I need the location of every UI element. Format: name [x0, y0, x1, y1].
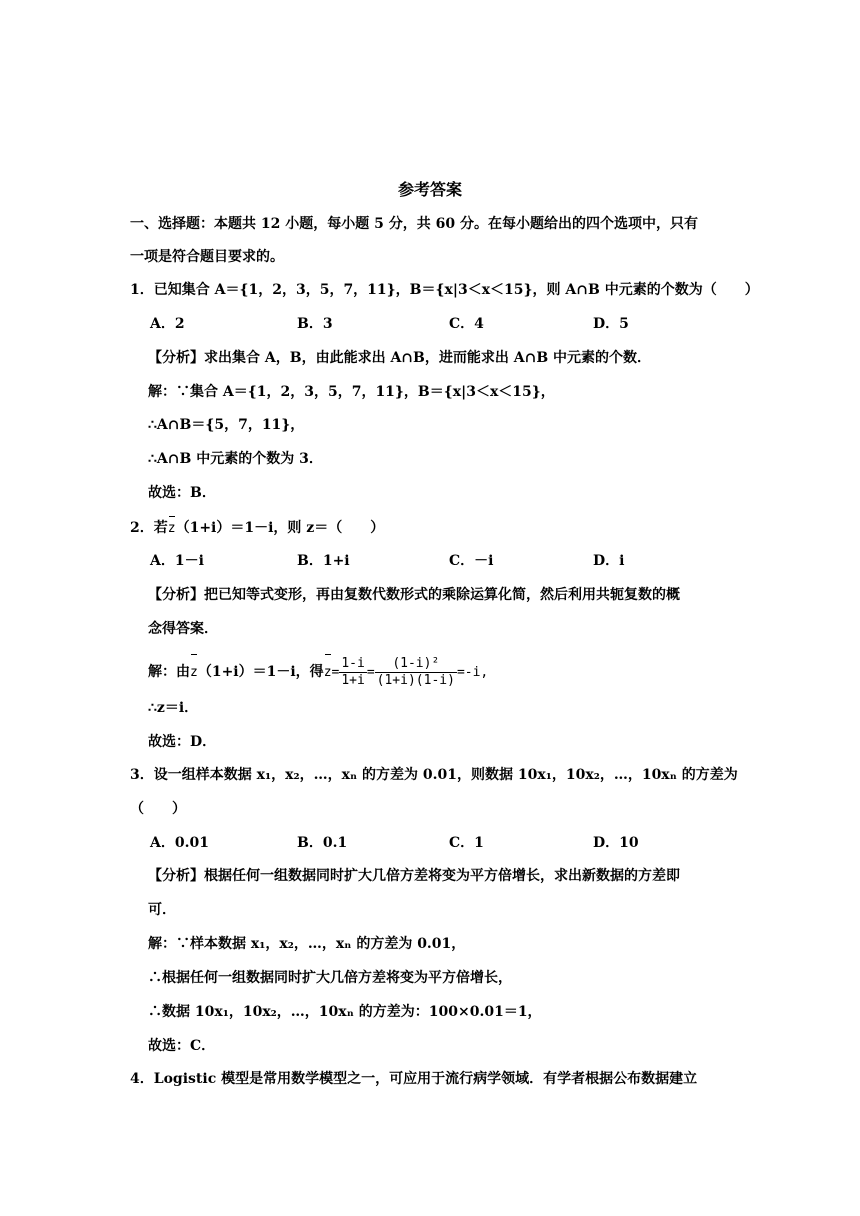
- q1-analysis: 【分析】求出集合 A，B，由此能求出 A∩B，进而能求出 A∩B 中元素的个数．: [148, 350, 652, 366]
- fraction-1-denominator: 1+i: [341, 672, 365, 688]
- q1-solution-line-2: ∴A∩B＝{5，7，11}，: [148, 417, 305, 433]
- q3-stem-line-2: （ ）: [130, 801, 186, 817]
- fraction-2-numerator: (1-i)²: [375, 656, 457, 673]
- q2-stem-suffix: （1+i）＝1－i，则 z＝（ ）: [175, 520, 385, 536]
- q2-solution-mid: （1+i）＝1－i，得: [197, 664, 324, 680]
- q2-solution-line-1: [148, 653, 488, 689]
- z-conjugate: z: [324, 653, 332, 689]
- fraction-2-denominator: (1+i)(1-i): [376, 672, 455, 688]
- q2-option-a: A．1－i: [150, 553, 204, 569]
- q3-answer: 故选：C．: [148, 1038, 216, 1054]
- q1-answer: 故选：B．: [148, 485, 216, 501]
- q3-option-c: C．1: [449, 835, 484, 851]
- q3-solution-line-3: ∴数据 10x₁，10x₂，…，10xₙ 的方差为：100×0.01＝1，: [148, 1004, 542, 1020]
- fraction-2: [375, 656, 457, 689]
- q1-option-d: D．5: [593, 316, 629, 332]
- q2-analysis-line-2: 念得答案．: [148, 621, 218, 637]
- q1-option-a: A．2: [150, 316, 185, 332]
- q2-answer: 故选：D．: [148, 734, 217, 750]
- q2-stem-prefix: 2．若: [130, 520, 168, 536]
- q3-option-d: D．10: [593, 835, 639, 851]
- q3-stem-line-1: 3．设一组样本数据 x₁，x₂，…，xₙ 的方差为 0.01，则数据 10x₁，10x₂，…，10xₙ 的方差为: [130, 767, 738, 783]
- q3-analysis-line-2: 可．: [148, 902, 176, 918]
- q3-option-b: B．0.1: [297, 835, 348, 851]
- q2-option-d: D．i: [593, 553, 625, 569]
- result-value: =-i,: [456, 665, 489, 680]
- q2-analysis-line-1: 【分析】把已知等式变形，再由复数代数形式的乘除运算化简，然后利用共轭复数的概: [148, 587, 680, 603]
- fraction-1: [339, 656, 366, 689]
- q3-option-a: A．0.01: [150, 835, 209, 851]
- q1-option-c: C．4: [449, 316, 484, 332]
- q2-stem: [130, 515, 384, 539]
- q2-solution-line-2: ∴z＝i．: [148, 700, 199, 716]
- q2-option-b: B．1+i: [297, 553, 350, 569]
- z-conjugate: z: [190, 653, 198, 689]
- q3-solution-line-2: ∴根据任何一组数据同时扩大几倍方差将变为平方倍增长，: [148, 970, 512, 986]
- q1-solution-line-1: 解：∵集合 A＝{1，2，3，5，7，11}，B＝{x|3＜x＜15}，: [148, 384, 555, 400]
- q2-option-c: C．－i: [449, 553, 494, 569]
- equals-sign: =: [366, 665, 375, 680]
- q2-solution-prefix: 解：由: [148, 664, 190, 680]
- section-heading-line-2: 一项是符合题目要求的。: [130, 249, 284, 265]
- q3-analysis-line-1: 【分析】根据任何一组数据同时扩大几倍方差将变为平方倍增长，求出新数据的方差即: [148, 868, 680, 884]
- fraction-1-numerator: 1-i: [341, 655, 365, 671]
- page-title: 参考答案: [397, 180, 462, 199]
- q3-solution-line-1: 解：∵样本数据 x₁，x₂，…，xₙ 的方差为 0.01，: [148, 936, 466, 952]
- q1-solution-line-3: ∴A∩B 中元素的个数为 3．: [148, 451, 323, 467]
- q4-stem-line-1: 4．Logistic 模型是常用数学模型之一，可应用于流行病学领域．有学者根据公布数据建立: [130, 1071, 698, 1087]
- equals-sign: =: [331, 665, 340, 680]
- z-conjugate: z: [168, 515, 176, 539]
- section-heading-line-1: 一、选择题：本题共 12 小题，每小题 5 分，共 60 分。在每小题给出的四个选项中，只有: [130, 216, 698, 232]
- q1-option-b: B．3: [297, 316, 333, 332]
- q1-stem: 1．已知集合 A＝{1，2，3，5，7，11}，B＝{x|3＜x＜15}，则 A∩B 中元素的个数为（ ）: [130, 282, 759, 298]
